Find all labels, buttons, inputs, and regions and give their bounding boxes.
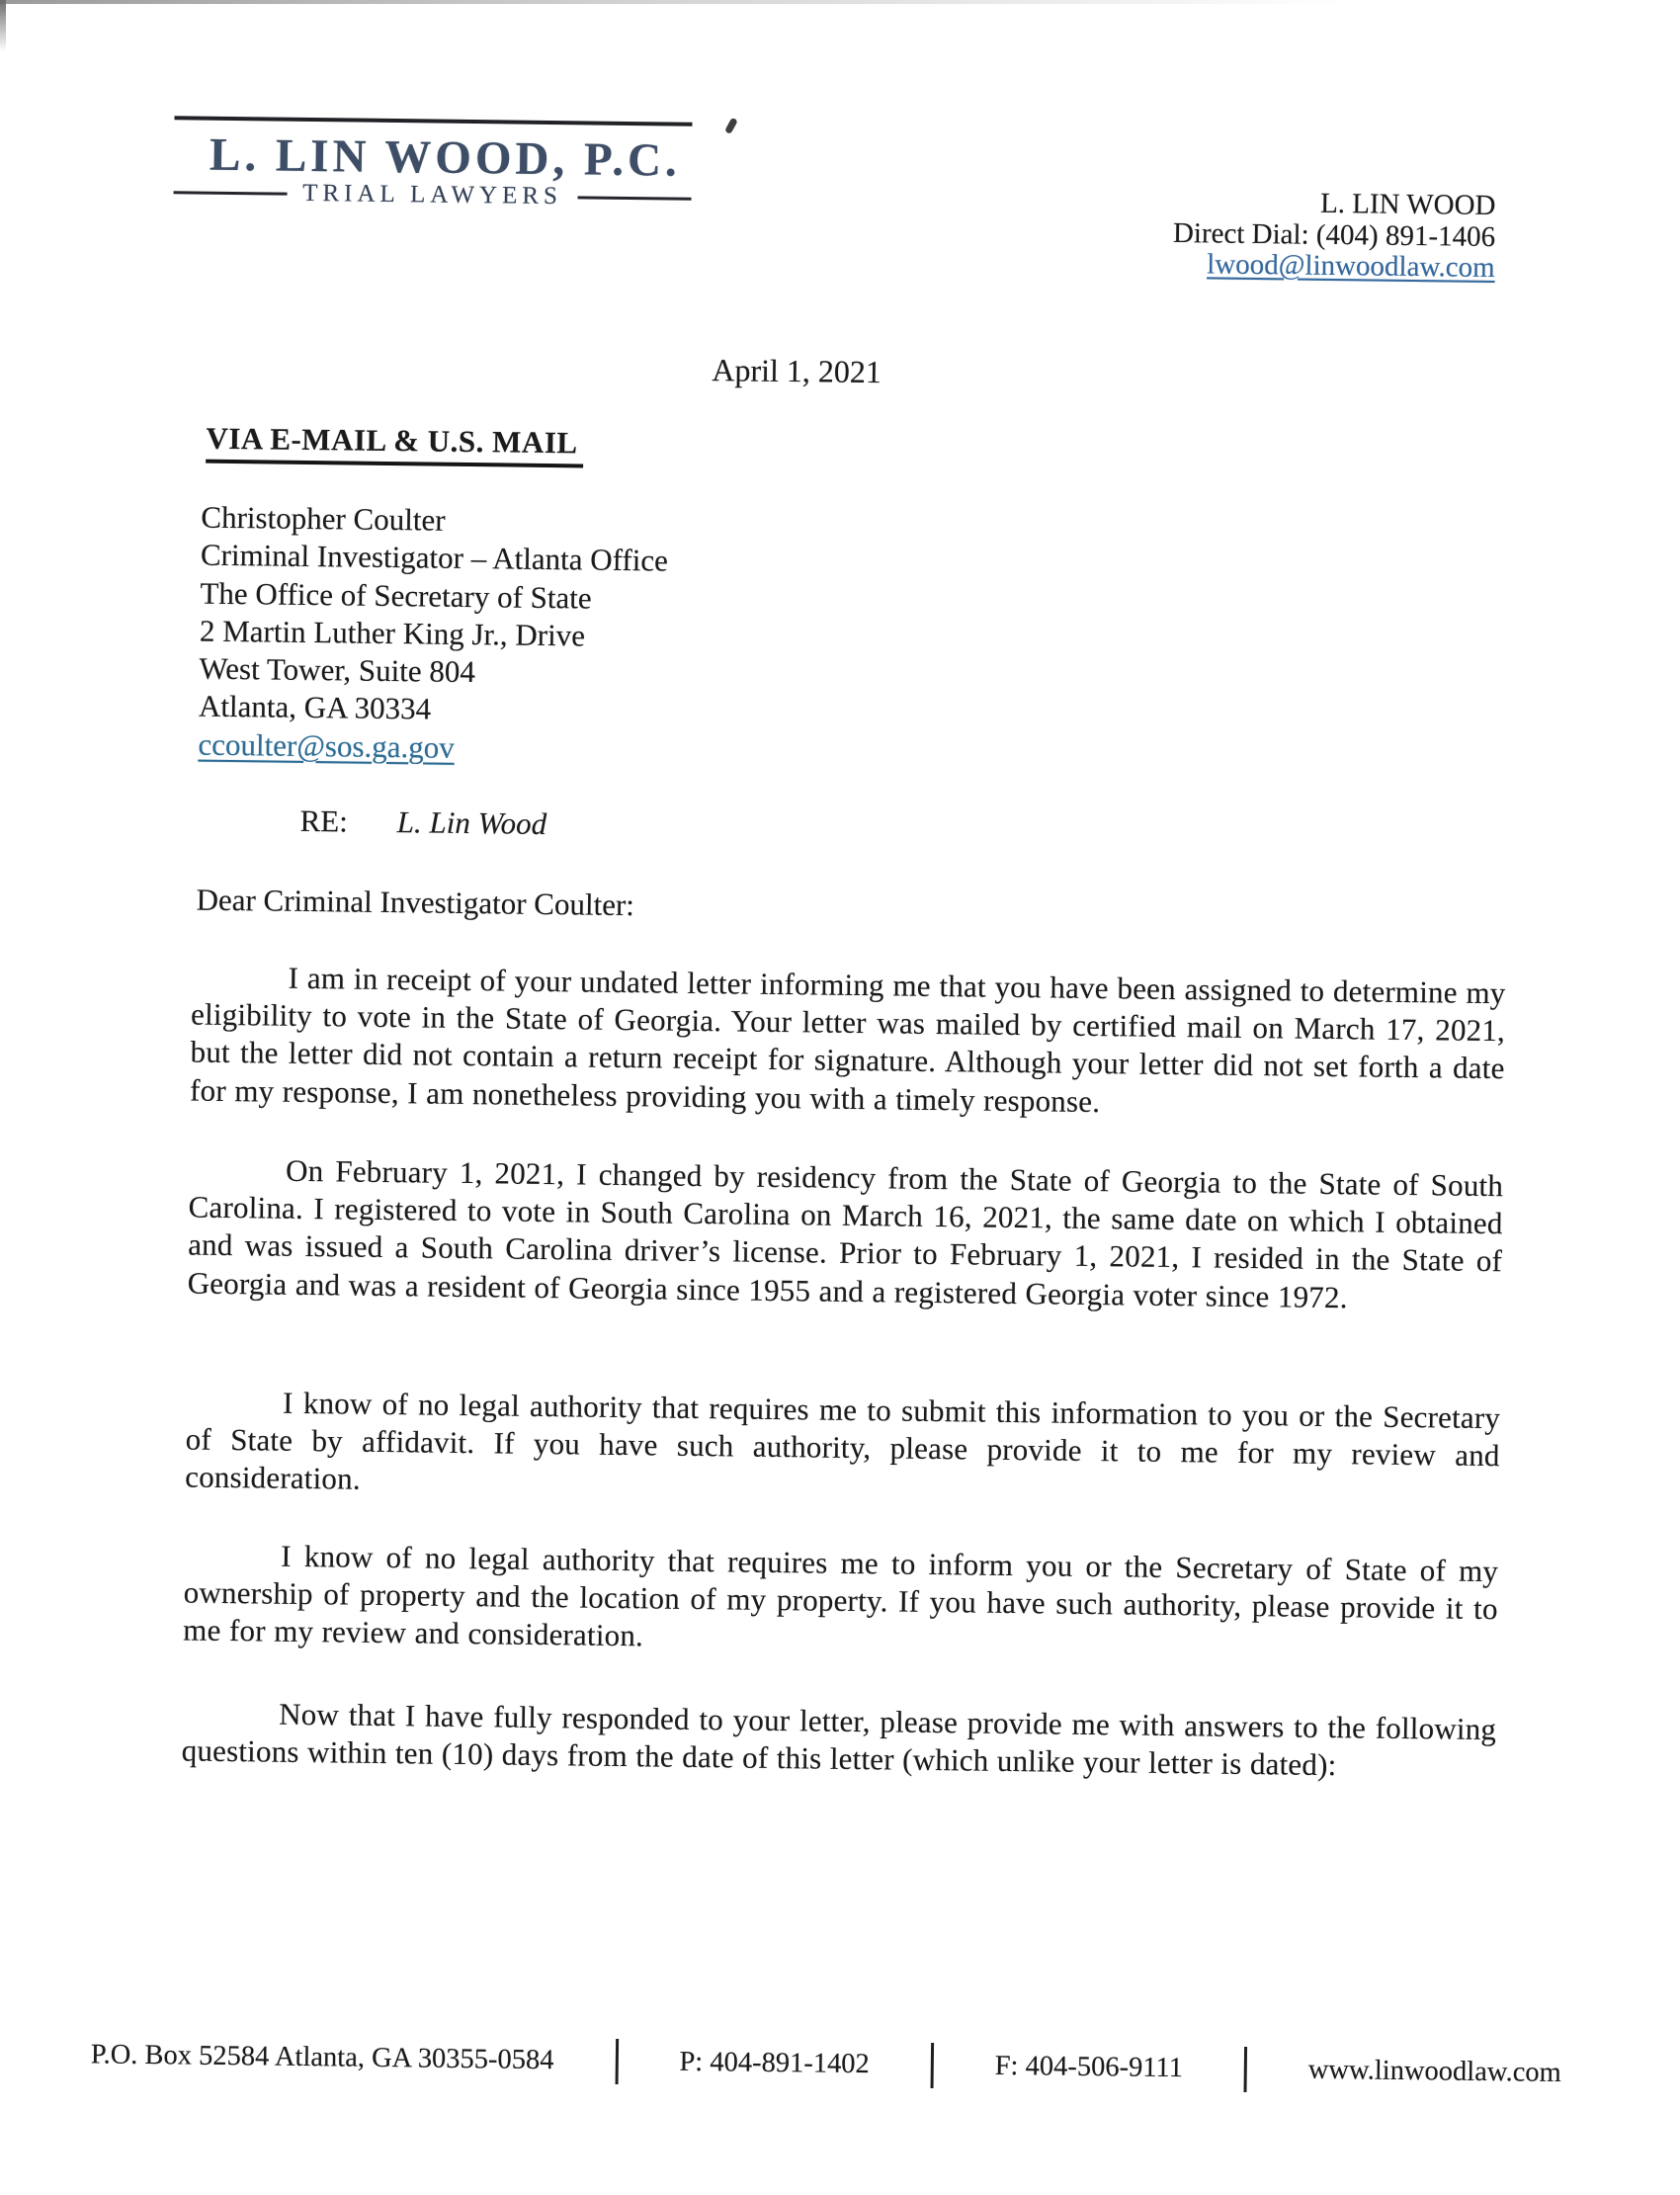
footer-divider xyxy=(615,2039,619,2084)
letterhead-rule-right xyxy=(578,196,692,200)
firm-tagline: TRIAL LAWYERS xyxy=(302,179,563,211)
salutation: Dear Criminal Investigator Coulter: xyxy=(196,882,635,923)
body-paragraph-5: Now that I have fully responded to your letter, please provide me with answers to the following questions within ten (10) days from the date of this letter (which unlike your letter is dated): xyxy=(181,1696,1497,1783)
delivery-method-heading: VIA E-MAIL & U.S. MAIL xyxy=(206,421,584,468)
footer-phone: P: 404-891-1402 xyxy=(679,2046,870,2080)
footer-divider xyxy=(930,2043,934,2088)
letterhead-rule-left xyxy=(174,191,288,195)
recipient-email-link[interactable]: ccoulter@sos.ga.gov xyxy=(198,726,456,765)
body-paragraph-2: On February 1, 2021, I changed by residency from the State of Georgia to the State of South Carolina. I registered to vote in South Carolina on March 16, 2021, the same date on which I obtained and was issued a South Carolina driver’s license. Prior to February 1, 2021, I resided in the State of Georgia and was a resident of Georgia since 1955 and a registered Georgia voter since 1972. xyxy=(187,1152,1504,1314)
recipient-line: 2 Martin Luther King Jr., Drive xyxy=(199,613,586,653)
letterhead-rule-top xyxy=(174,116,692,127)
footer-po-box: P.O. Box 52584 Atlanta, GA 30355-0584 xyxy=(90,2039,554,2076)
body-paragraph-3: I know of no legal authority that requires me to submit this information to you or the Secretary of State by affidavit. If you have such authority, please provide it to me for my review and consideration. xyxy=(185,1385,1501,1497)
body-paragraph-4: I know of no legal authority that requires me to inform you or the Secretary of State of my ownership of property and the location of my property. If you have such authority, please provide it to me for my review and consideration. xyxy=(183,1538,1499,1653)
recipient-line: Atlanta, GA 30334 xyxy=(198,689,432,727)
attorney-contact-block xyxy=(1172,187,1495,285)
recipient-line: The Office of Secretary of State xyxy=(200,575,592,616)
recipient-address-block xyxy=(198,499,668,770)
recipient-line: West Tower, Suite 804 xyxy=(199,650,476,690)
footer-divider xyxy=(1244,2047,1248,2092)
firm-name: L. LIN WOOD, P.C. xyxy=(209,128,682,187)
letter-date: April 1, 2021 xyxy=(712,352,882,390)
scan-artifact-speck xyxy=(724,118,738,134)
attorney-name: L. LIN WOOD xyxy=(1319,187,1496,222)
attorney-direct-dial: Direct Dial: (404) 891-1406 xyxy=(1172,216,1496,253)
body-paragraph-1: I am in receipt of your undated letter informing me that you have been assigned to determine my eligibility to vote in the State of Georgia. Your letter was mailed by certified mail on March 17, 2021, but the letter did not contain a return receipt for signature. Although your letter did not set forth a date for my response, I am nonetheless providing you with a timely response. xyxy=(189,960,1506,1119)
footer-website: www.linwoodlaw.com xyxy=(1307,2054,1561,2089)
reference-label: RE: xyxy=(299,802,349,839)
reference-subject: L. Lin Wood xyxy=(396,804,547,842)
reference-line xyxy=(299,803,546,842)
footer-fax: F: 404-506-9111 xyxy=(994,2050,1184,2084)
recipient-line: Christopher Coulter xyxy=(201,499,446,538)
attorney-email-link[interactable]: lwood@linwoodlaw.com xyxy=(1207,248,1495,285)
letterhead-footer xyxy=(91,2032,1561,2096)
letterhead-tagline-row xyxy=(173,176,691,214)
recipient-line: Criminal Investigator – Atlanta Office xyxy=(200,537,669,578)
